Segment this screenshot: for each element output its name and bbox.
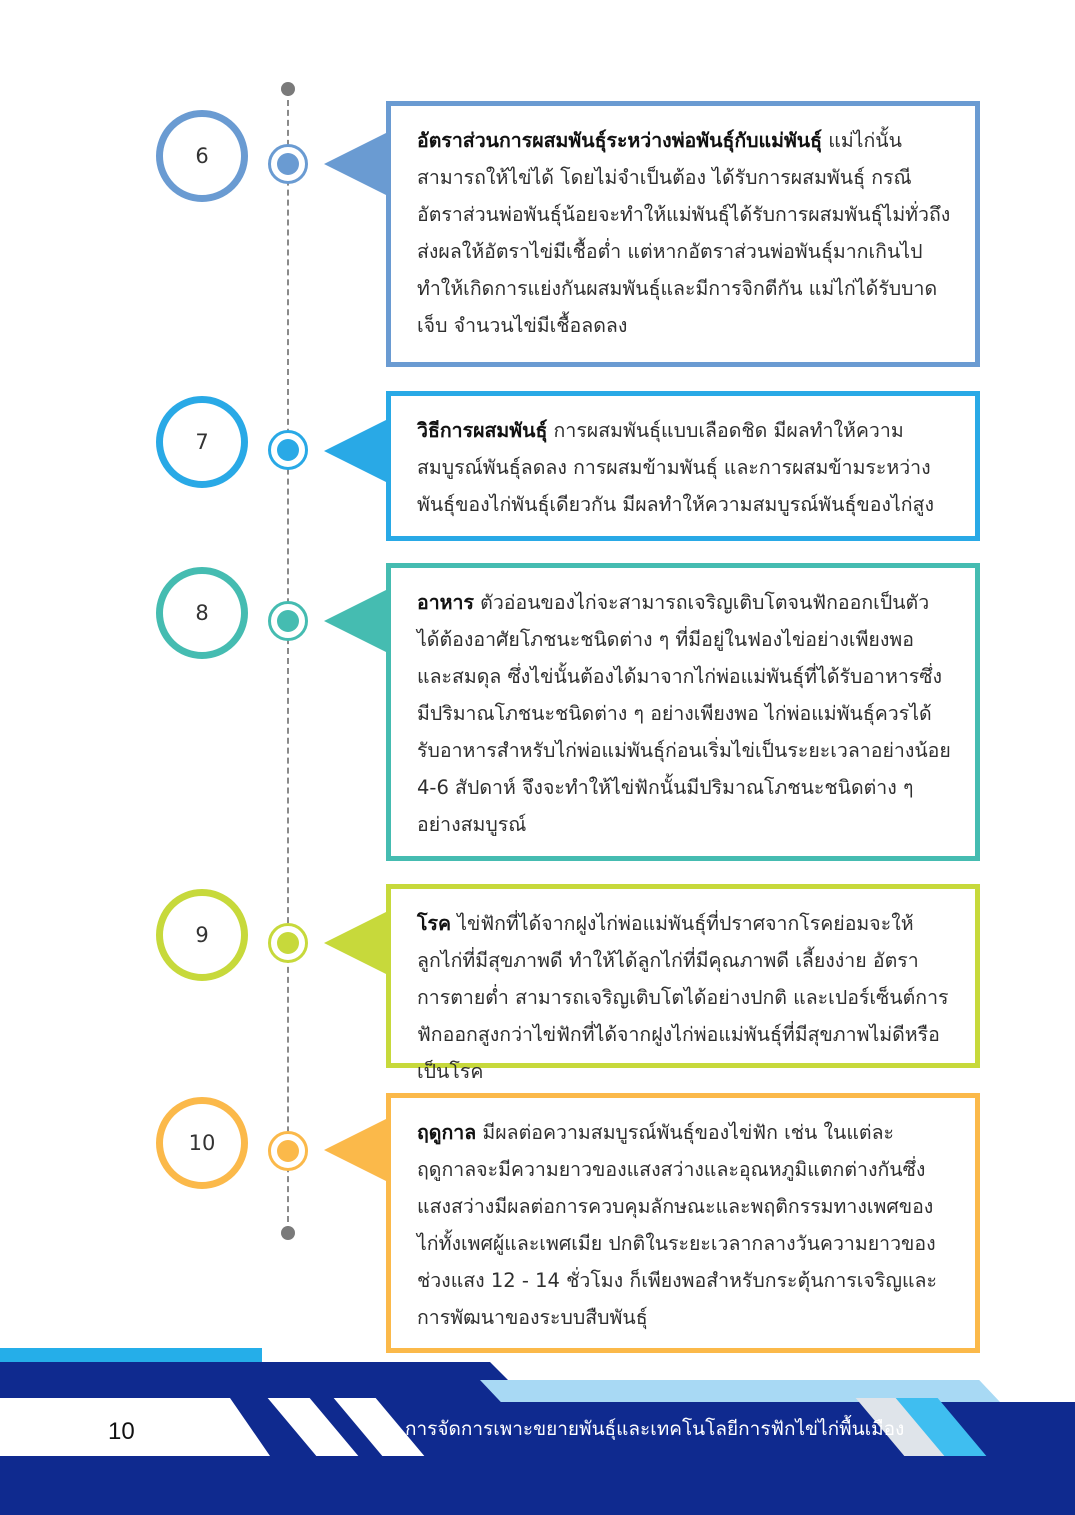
section-body: ตัวอ่อนของไก่จะสามารถเจริญเติบโตจนฟักออกเป็นตัวได้ต้องอาศัยโภชนะชนิดต่าง ๆ ที่มีอยู่ในฟองไข่อย่างเพียงพอ และสมดุล ซึ่งไข่นั้นต้องได้มาจากไก่พ่อแม่พันธุ์ที่ได้รับอาหารซึ่งมีปริมาณโภชนะชนิดต่าง ๆ อย่างเพียงพอ ไก่พ่อแม่พันธุ์ควรได้รับอาหารสำหรับไก่พ่อแม่พันธุ์ก่อนเริ่มไข่เป็นระยะเวลาอย่างน้อย 4-6 สัปดาห์ จึงจะทำให้ไข่ฟักนั้นมีปริมาณโภชนะชนิดต่าง ๆ อย่างสมบูรณ์ [417, 591, 951, 836]
section-title: อาหาร [417, 591, 474, 614]
timeline-node-9 [268, 923, 308, 963]
section-card-10 [386, 1093, 980, 1353]
step-number-6: 6 [156, 110, 248, 202]
section-body: มีผลต่อความสมบูรณ์พันธุ์ของไข่ฟัก เช่น ในแต่ละฤดูกาลจะมีความยาวของแสงสว่างและอุณหภูมิแตกต่างกันซึ่ง แสงสว่างมีผลต่อการควบคุมลักษณะและพฤติกรรมทางเพศของไก่ทั้งเพศผู้และเพศเมีย ปกติในระยะเวลากลางวันความยาวของช่วงแสง 12 - 14 ชั่วโมง ก็เพียงพอสำหรับกระตุ้นการเจริญและการพัฒนาของระบบสืบพันธุ์ [417, 1121, 937, 1329]
step-number-7: 7 [156, 396, 248, 488]
book-title: การจัดการเพาะขยายพันธุ์และเทคโนโลยีการฟักไข่ไก่พื้นเมือง [405, 1418, 905, 1440]
page-number: 10 [108, 1418, 135, 1445]
section-body: ไข่ฟักที่ได้จากฝูงไก่พ่อแม่พันธุ์ที่ปราศจากโรคย่อมจะให้ลูกไก่ที่มีสุขภาพดี ทำให้ได้ลูกไก่ที่มีคุณภาพดี เลี้ยงง่าย อัตราการตายต่ำ สามารถเจริญเติบโตได้อย่างปกติ และเปอร์เซ็นต์การฟักออกสูงกว่าไข่ฟักที่ได้จากฝูงไก่พ่อแม่พันธุ์ที่มีสุขภาพไม่ดีหรือเป็นโรค [417, 912, 949, 1083]
timeline-start-dot [281, 82, 295, 96]
callout-pointer-7 [324, 418, 390, 484]
callout-pointer-9 [324, 910, 390, 976]
step-number-9: 9 [156, 889, 248, 981]
section-card-9 [386, 884, 980, 1083]
footer-page-tab [0, 1398, 270, 1456]
section-card-7 [386, 391, 980, 541]
callout-pointer-10 [324, 1117, 390, 1183]
callout-pointer-8 [324, 588, 390, 654]
timeline-end-dot [281, 1226, 295, 1240]
section-card-8 [386, 563, 980, 861]
section-title: โรค [417, 912, 451, 935]
timeline-node-8 [268, 601, 308, 641]
section-body: การผสมพันธุ์แบบเลือดชิด มีผลทำให้ความสมบูรณ์พันธุ์ลดลง การผสมข้ามพันธุ์ และการผสมข้ามระหว่างพันธุ์ของไก่พันธุ์เดียวกัน มีผลทำให้ความสมบูรณ์พันธุ์ของไก่สูง [417, 419, 934, 516]
section-body: แม่ไก่นั้นสามารถให้ไข่ได้ โดยไม่จำเป็นต้อง ได้รับการผสมพันธุ์ กรณีอัตราส่วนพ่อพันธุ์น้อยจะทำให้แม่พันธุ์ได้รับการผสมพันธุ์ไม่ทั่วถึงส่งผลให้อัตราไข่มีเชื้อต่ำ แต่หากอัตราส่วนพ่อพันธุ์มากเกินไป ทำให้เกิดการแย่งกันผสมพันธุ์และมีการจิกตีกัน แม่ไก่ได้รับบาดเจ็บ จำนวนไข่มีเชื้อลดลง [417, 129, 951, 337]
step-number-10: 10 [156, 1097, 248, 1189]
section-title: ฤดูกาล [417, 1121, 477, 1144]
section-card-6 [386, 101, 980, 367]
section-title: อัตราส่วนการผสมพันธุ์ระหว่างพ่อพันธุ์กับแม่พันธุ์ [417, 129, 823, 152]
section-title: วิธีการผสมพันธุ์ [417, 419, 548, 442]
timeline-node-6 [268, 144, 308, 184]
timeline-node-7 [268, 430, 308, 470]
page-footer [0, 1340, 1075, 1515]
callout-pointer-6 [324, 131, 390, 197]
step-number-8: 8 [156, 567, 248, 659]
timeline-line [287, 90, 289, 1232]
timeline-node-10 [268, 1131, 308, 1171]
